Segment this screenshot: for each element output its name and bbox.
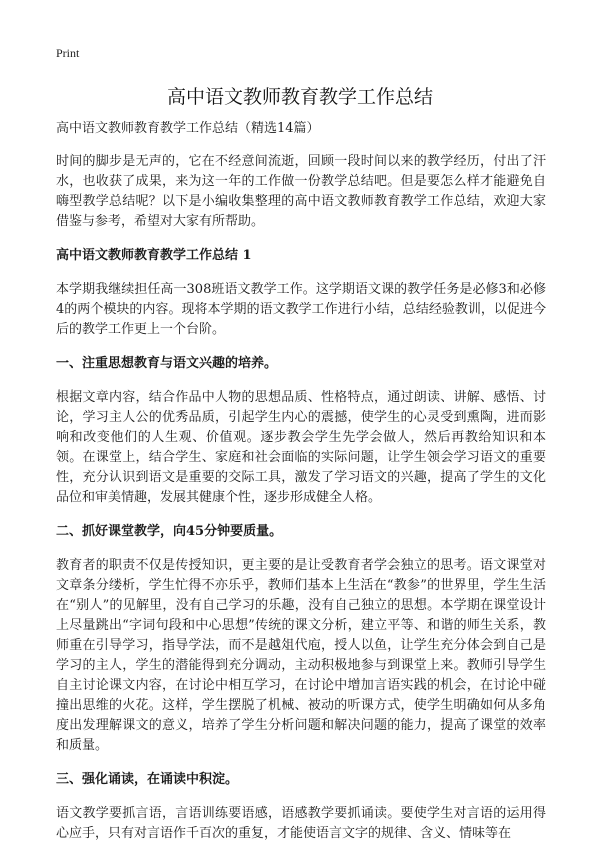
point-1-heading: 一、注重思想教育与语文兴趣的培养。 (56, 356, 278, 371)
point-3-paragraph: 语文教学要抓言语，言语训练要语感，语感教学要抓诵读。要使学生对言语的运用得心应手，只有对言语作千百次的重复，才能使语言文字的规律、含义、情味等在 (56, 806, 546, 841)
print-link[interactable]: Print (56, 46, 80, 60)
document-body (56, 120, 546, 858)
section-1-heading: 高中语文教师教育教学工作总结 1 (56, 248, 252, 263)
point-1-paragraph: 根据文章内容，结合作品中人物的思想品质、性格特点，通过朗读、讲解、感悟、讨论，学习主人公的优秀品质，引起学生内心的震撼，使学生的心灵受到熏陶，进而影响和改变他们的人生观、价值观。逐步教会学生先学会做人，然后再教给知识和本领。在课堂上，结合学生、家庭和社会面临的实际问题，让学生领会学习语文的重要性，充分认识到语文是重要的交际工具，激发了学习语文的兴趣，提高了学生的文化品位和审美情趣，发展其健康个性，逐步形成健全人格。 (56, 390, 546, 505)
document-title: 高中语文教师教育教学工作总结 (166, 86, 433, 108)
document-subtitle: 高中语文教师教育教学工作总结（精选14篇） (56, 121, 320, 136)
point-2-heading: 二、抓好课堂教学，向45分钟要质量。 (56, 524, 283, 539)
point-2-paragraph: 教育者的职责不仅是传授知识，更主要的是让受教育者学会独立的思考。语文课堂对文章条分缕析，学生忙得不亦乐乎，教师们基本上生活在“教参”的世界里，学生生活在“别人”的见解里，没有自己学习的乐趣，没有自己独立的思想。本学期在课堂设计上尽量跳出“字词句段和中心思想”传统的课文分析，建立平等、和谐的师生关系，教师重在引导学习，指导学法，而不是越俎代庖，授人以鱼，让学生充分体会到自己是学习的主人，学生的潜能得到充分调动，主动积极地参与到课堂上来。教师引导学生自主讨论课文内容，在讨论中相互学习，在讨论中增加言语实践的机会，在讨论中碰撞出思维的火花。这样，学生摆脱了机械、被动的听课方式，使学生明确如何从多角度出发理解课文的意义，培养了学生分析问题和解决问题的能力，提高了课堂的效率和质量。 (56, 558, 546, 753)
intro-paragraph: 时间的脚步是无声的，它在不经意间流逝，回顾一段时间以来的教学经历，付出了汗水，也收获了成果，来为这一年的工作做一份教学总结吧。但是要怎么样才能避免自嗨型教学总结呢？以下是小编收集整理的高中语文教师教育教学工作总结，欢迎大家借鉴与参考，希望对大家有所帮助。 (56, 154, 546, 229)
point-3-heading: 三、强化诵读，在诵读中积淀。 (56, 772, 239, 787)
section-1-intro-paragraph: 本学期我继续担任高一308班语文教学工作。这学期语文课的教学任务是必修3和必修4的两个模块的内容。现将本学期的语文教学工作进行小结，总结经验教训，以促进今后的教学工作更上一个台阶。 (56, 282, 546, 337)
